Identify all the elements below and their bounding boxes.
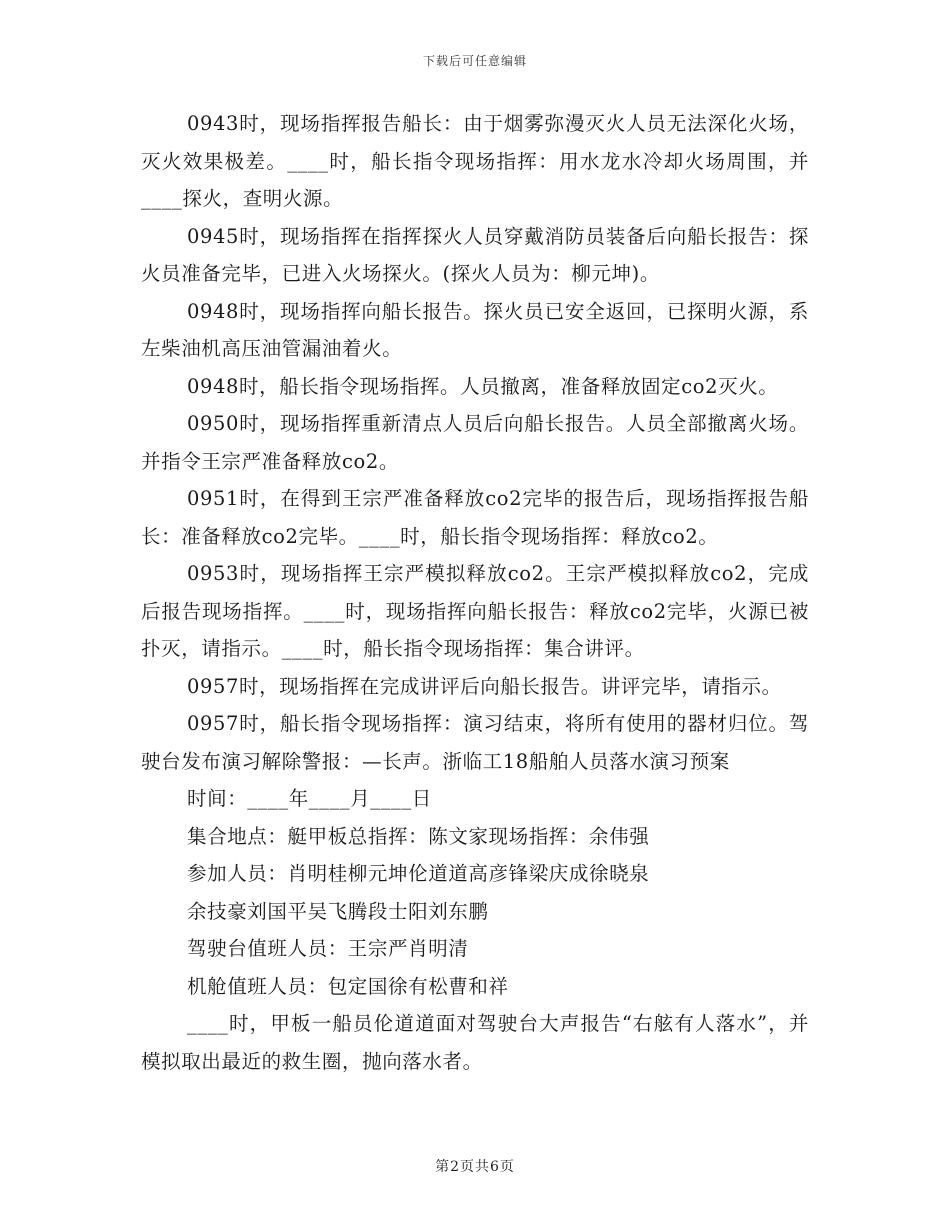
paragraph: 0951时，在得到王宗严准备释放co2完毕的报告后，现场指挥报告船长：准备释放co2完毕。____时，船长指令现场指挥：释放co2。 <box>141 487 809 548</box>
paragraph: ____时，甲板一船员伦道道面对驾驶台大声报告“右舷有人落水”，并模拟取出最近的救生圈，抛向落水者。 <box>141 1012 809 1073</box>
paragraph: 集合地点：艇甲板总指挥：陈文家现场指挥：余伟强 <box>187 824 650 848</box>
paragraph: 机舱值班人员：包定国徐有松曹和祥 <box>187 974 509 998</box>
page-header: 下载后可任意编辑 <box>422 54 527 68</box>
paragraph: 0957时，船长指令现场指挥：演习结束，将所有使用的器材归位。驾驶台发布演习解除警报：—长声。浙临工18船舶人员落水演习预案 <box>141 712 809 773</box>
paragraph: 0950时，现场指挥重新清点人员后向船长报告。人员全部撤离火场。并指令王宗严准备释放co2。 <box>141 412 809 473</box>
paragraph: 0957时，现场指挥在完成讲评后向船长报告。讲评完毕，请指示。 <box>187 674 782 698</box>
paragraph: 0953时，现场指挥王宗严模拟释放co2。王宗严模拟释放co2，完成后报告现场指挥。____时，现场指挥向船长报告：释放co2完毕，火源已被扑灭，请指示。____时，船长指令现场指挥：集合讲评。 <box>141 562 809 660</box>
paragraph: 0948时，现场指挥向船长报告。探火员已安全返回，已探明火源，系左柴油机高压油管漏油着火。 <box>141 299 809 360</box>
document-body <box>141 105 809 1080</box>
paragraph: 时间：____年____月____日 <box>187 787 432 810</box>
paragraph: 0943时，现场指挥报告船长：由于烟雾弥漫灭火人员无法深化火场，灭火效果极差。____时，船长指令现场指挥：用水龙水冷却火场周围，并____探火，查明火源。 <box>141 112 809 210</box>
paragraph: 0945时，现场指挥在指挥探火人员穿戴消防员装备后向船长报告：探火员准备完毕，已进入火场探火。(探火人员为：柳元坤)。 <box>141 224 809 285</box>
paragraph: 参加人员：肖明桂柳元坤伦道道高彦锋梁庆成徐晓泉 <box>187 862 650 885</box>
paragraph: 驾驶台值班人员：王宗严肖明清 <box>187 937 469 960</box>
paragraph: 0948时，船长指令现场指挥。人员撤离，准备释放固定co2灭火。 <box>187 374 779 398</box>
paragraph: 余技豪刘国平吴飞腾段士阳刘东鹏 <box>187 899 489 923</box>
page-footer: 第2页共6页 <box>435 1159 515 1175</box>
